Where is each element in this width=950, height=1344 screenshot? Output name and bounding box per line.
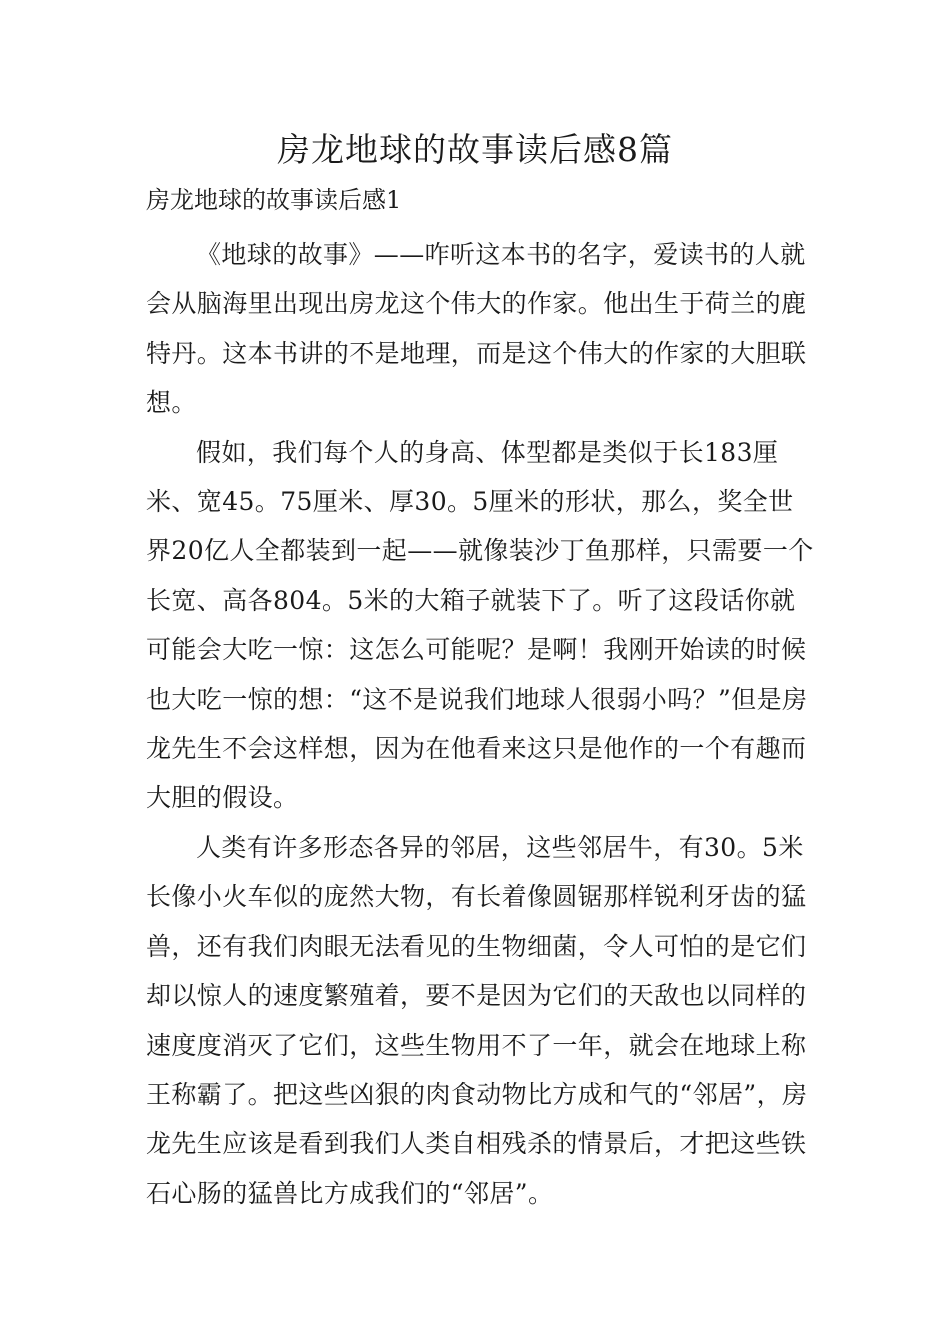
document-body [146, 230, 816, 1218]
section-heading: 房龙地球的故事读后感1 [146, 186, 402, 214]
paragraph-1: 《地球的故事》——咋听这本书的名字，爱读书的人就会从脑海里出现出房龙这个伟大的作家。他出生于荷兰的鹿特丹。这本书讲的不是地理，而是这个伟大的作家的大胆联想。 [146, 240, 807, 418]
paragraph-3: 人类有许多形态各异的邻居，这些邻居牛，有30。5米长像小火车似的庞然大物，有长着像圆锯那样锐利牙齿的猛兽，还有我们肉眼无法看见的生物细菌，令人可怕的是它们却以惊人的速度繁殖着，要不是因为它们的天敌也以同样的速度度消灭了它们，这些生物用不了一年，就会在地球上称王称霸了。把这些凶狠的肉食动物比方成和气的“邻居”，房龙先生应该是看到我们人类自相残杀的情景后，才把这些铁石心肠的猛兽比方成我们的“邻居”。 [146, 832, 808, 1208]
document-title: 房龙地球的故事读后感8篇 [277, 130, 673, 169]
paragraph-2: 假如，我们每个人的身高、体型都是类似于长183厘米、宽45。75厘米、厚30。5厘米的形状，那么，奖全世界20亿人全都装到一起——就像装沙丁鱼那样，只需要一个长宽、高各804。5米的大箱子就装下了。听了这段话你就可能会大吃一惊：这怎么可能呢？是啊！我刚开始读的时候也大吃一惊的想：“这不是说我们地球人很弱小吗？”但是房龙先生不会这样想，因为在他看来这只是他作的一个有趣而大胆的假设。 [146, 437, 814, 813]
